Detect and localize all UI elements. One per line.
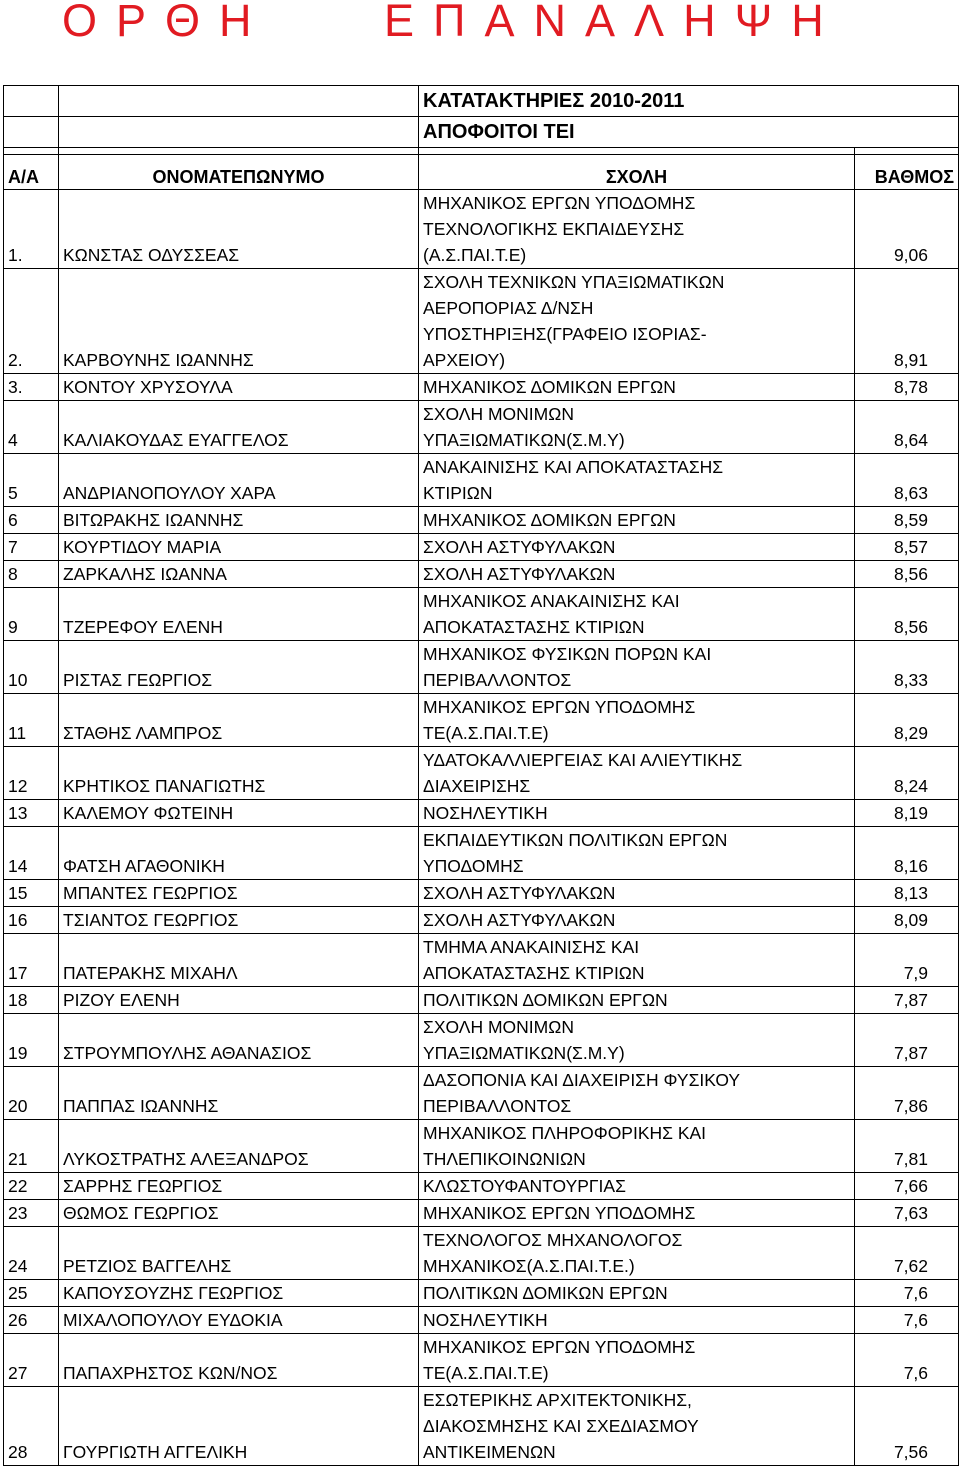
grade-value: 8,56 <box>855 561 959 588</box>
school-line: ΠΕΡΙΒΑΛΛΟΝΤΟΣ <box>423 670 572 690</box>
school-line: ΑΝΤΙΚΕΙΜΕΝΩΝ <box>423 1442 556 1462</box>
row-number: 8 <box>4 561 59 588</box>
school-line: ΣΧΟΛΗ ΑΣΤΥΦΥΛΑΚΩΝ <box>423 883 616 903</box>
row-number: 19 <box>4 1014 59 1067</box>
row-number: 15 <box>4 880 59 907</box>
student-name: ΠΑΤΕΡΑΚΗΣ ΜΙΧΑΗΛ <box>59 934 419 987</box>
row-number: 9 <box>4 588 59 641</box>
school-name <box>419 934 855 987</box>
grade-value: 8,24 <box>855 747 959 800</box>
school-name <box>419 800 855 827</box>
table-row <box>4 1387 959 1466</box>
row-number: 25 <box>4 1280 59 1307</box>
grade-value: 8,29 <box>855 694 959 747</box>
row-number: 10 <box>4 641 59 694</box>
grade-value: 8,63 <box>855 454 959 507</box>
row-number: 2. <box>4 269 59 374</box>
student-name: ΠΑΠΑΧΡΗΣΤΟΣ ΚΩΝ/ΝΟΣ <box>59 1334 419 1387</box>
page-banner <box>62 0 960 50</box>
student-name: ΚΑΡΒΟΥΝΗΣ ΙΩΑΝΝΗΣ <box>59 269 419 374</box>
table-row <box>4 1014 959 1067</box>
grade-value: 8,64 <box>855 401 959 454</box>
student-name: ΣΤΡΟΥΜΠΟΥΛΗΣ ΑΘΑΝΑΣΙΟΣ <box>59 1014 419 1067</box>
results-table <box>3 85 959 1466</box>
school-line: ΔΑΣΟΠΟΝΙΑ ΚΑΙ ΔΙΑΧΕΙΡΙΣΗ ΦΥΣΙΚΟΥ <box>423 1070 741 1090</box>
school-line: ΚΛΩΣΤΟΥΦΑΝΤΟΥΡΓΙΑΣ <box>423 1176 626 1196</box>
school-line: ΥΔΑΤΟΚΑΛΛΙΕΡΓΕΙΑΣ ΚΑΙ ΑΛΙΕΥΤΙΚΗΣ <box>423 750 743 770</box>
school-line: ΤΕ(Α.Σ.ΠΑΙ.Τ.Ε) <box>423 1363 549 1383</box>
table-row <box>4 694 959 747</box>
table-row <box>4 269 959 374</box>
school-name <box>419 694 855 747</box>
school-line: ΤΕ(Α.Σ.ΠΑΙ.Τ.Ε) <box>423 723 549 743</box>
row-number: 26 <box>4 1307 59 1334</box>
grade-value: 7,66 <box>855 1173 959 1200</box>
school-line: ΣΧΟΛΗ ΑΣΤΥΦΥΛΑΚΩΝ <box>423 564 616 584</box>
row-number: 27 <box>4 1334 59 1387</box>
school-line: ΜΗΧΑΝΙΚΟΣ ΔΟΜΙΚΩΝ ΕΡΓΩΝ <box>423 377 676 397</box>
grade-value: 7,6 <box>855 1280 959 1307</box>
student-name: ΜΠΑΝΤΕΣ ΓΕΩΡΓΙΟΣ <box>59 880 419 907</box>
school-name <box>419 507 855 534</box>
school-name <box>419 1067 855 1120</box>
school-name <box>419 747 855 800</box>
school-line: ΜΗΧΑΝΙΚΟΣ ΕΡΓΩΝ ΥΠΟΔΟΜΗΣ <box>423 1203 696 1223</box>
school-line: ΣΧΟΛΗ ΑΣΤΥΦΥΛΑΚΩΝ <box>423 910 616 930</box>
row-number: 14 <box>4 827 59 880</box>
student-name: ΠΑΠΠΑΣ ΙΩΑΝΝΗΣ <box>59 1067 419 1120</box>
grade-value: 9,06 <box>855 190 959 269</box>
school-name <box>419 1014 855 1067</box>
school-line: ΤΕΧΝΟΛΟΓΟΣ ΜΗΧΑΝΟΛΟΓΟΣ <box>423 1230 683 1250</box>
school-name <box>419 1227 855 1280</box>
grade-value: 7,6 <box>855 1307 959 1334</box>
grade-value: 8,19 <box>855 800 959 827</box>
school-name <box>419 641 855 694</box>
school-line: ΑΝΑΚΑΙΝΙΣΗΣ ΚΑΙ ΑΠΟΚΑΤΑΣΤΑΣΗΣ <box>423 457 724 477</box>
row-number: 1. <box>4 190 59 269</box>
school-line: ΕΣΩΤΕΡΙΚΗΣ ΑΡΧΙΤΕΚΤΟΝΙΚΗΣ, <box>423 1390 692 1410</box>
row-number: 22 <box>4 1173 59 1200</box>
grade-value: 7,63 <box>855 1200 959 1227</box>
grade-value: 8,59 <box>855 507 959 534</box>
student-name: ΛΥΚΟΣΤΡΑΤΗΣ ΑΛΕΞΑΝΔΡΟΣ <box>59 1120 419 1173</box>
student-name: ΣΤΑΘΗΣ ΛΑΜΠΡΟΣ <box>59 694 419 747</box>
row-number: 17 <box>4 934 59 987</box>
school-line: ΜΗΧΑΝΙΚΟΣ ΕΡΓΩΝ ΥΠΟΔΟΜΗΣ <box>423 193 696 213</box>
student-name: ΑΝΔΡΙΑΝΟΠΟΥΛΟΥ ΧΑΡΑ <box>59 454 419 507</box>
row-number: 16 <box>4 907 59 934</box>
school-line: ΑΠΟΚΑΤΑΣΤΑΣΗΣ ΚΤΙΡΙΩΝ <box>423 963 645 983</box>
table-row <box>4 401 959 454</box>
table-row <box>4 987 959 1014</box>
grade-value: 8,57 <box>855 534 959 561</box>
school-line: ΚΤΙΡΙΩΝ <box>423 483 493 503</box>
school-name <box>419 907 855 934</box>
school-line: ΤΗΛΕΠΙΚΟΙΝΩΝΙΩΝ <box>423 1149 586 1169</box>
student-name: ΚΑΛΕΜΟΥ ΦΩΤΕΙΝΗ <box>59 800 419 827</box>
grade-value: 7,81 <box>855 1120 959 1173</box>
school-name <box>419 588 855 641</box>
school-line: ΠΕΡΙΒΑΛΛΟΝΤΟΣ <box>423 1096 572 1116</box>
header-num: Α/Α <box>4 155 59 190</box>
school-line: ΜΗΧΑΝΙΚΟΣ ΔΟΜΙΚΩΝ ΕΡΓΩΝ <box>423 510 676 530</box>
school-name <box>419 827 855 880</box>
student-name: ΚΑΛΙΑΚΟΥΔΑΣ ΕΥΑΓΓΕΛΟΣ <box>59 401 419 454</box>
school-line: ΜΗΧΑΝΙΚΟΣ ΑΝΑΚΑΙΝΙΣΗΣ ΚΑΙ <box>423 591 680 611</box>
school-name <box>419 1280 855 1307</box>
school-line: ΠΟΛΙΤΙΚΩΝ ΔΟΜΙΚΩΝ ΕΡΓΩΝ <box>423 1283 668 1303</box>
grade-value: 8,91 <box>855 269 959 374</box>
grade-value: 7,86 <box>855 1067 959 1120</box>
grade-value: 7,87 <box>855 1014 959 1067</box>
grade-value: 8,78 <box>855 374 959 401</box>
school-name <box>419 880 855 907</box>
banner-correct: ΟΡΘΗ <box>62 0 271 46</box>
grade-value: 7,56 <box>855 1387 959 1466</box>
table-row <box>4 907 959 934</box>
student-name: ΡΙΖΟΥ ΕΛΕΝΗ <box>59 987 419 1014</box>
school-name <box>419 454 855 507</box>
grade-value: 8,13 <box>855 880 959 907</box>
school-line: ΥΠΟΣΤΗΡΙΞΗΣ(ΓΡΑΦΕΙΟ ΙΣΟΡΙΑΣ- <box>423 324 707 344</box>
table-row <box>4 1200 959 1227</box>
school-line: ΑΠΟΚΑΤΑΣΤΑΣΗΣ ΚΤΙΡΙΩΝ <box>423 617 645 637</box>
table-row <box>4 827 959 880</box>
school-line: ΝΟΣΗΛΕΥΤΙΚΗ <box>423 1310 548 1330</box>
student-name: ΡΕΤΖΙΟΣ ΒΑΓΓΕΛΗΣ <box>59 1227 419 1280</box>
student-name: ΜΙΧΑΛΟΠΟΥΛΟΥ ΕΥΔΟΚΙΑ <box>59 1307 419 1334</box>
school-line: ΕΚΠΑΙΔΕΥΤΙΚΩΝ ΠΟΛΙΤΙΚΩΝ ΕΡΓΩΝ <box>423 830 728 850</box>
student-name: ΤΣΙΑΝΤΟΣ ΓΕΩΡΓΙΟΣ <box>59 907 419 934</box>
student-name: ΚΩΝΣΤΑΣ ΟΔΥΣΣΕΑΣ <box>59 190 419 269</box>
school-line: ΜΗΧΑΝΙΚΟΣ(Α.Σ.ΠΑΙ.Τ.Ε.) <box>423 1256 635 1276</box>
school-line: ΥΠΑΞΙΩΜΑΤΙΚΩΝ(Σ.Μ.Υ) <box>423 430 625 450</box>
school-name <box>419 1173 855 1200</box>
row-number: 5 <box>4 454 59 507</box>
table-row <box>4 880 959 907</box>
table-row <box>4 190 959 269</box>
school-line: ΜΗΧΑΝΙΚΟΣ ΕΡΓΩΝ ΥΠΟΔΟΜΗΣ <box>423 697 696 717</box>
header-grade: ΒΑΘΜΟΣ <box>855 155 959 190</box>
school-line: ΣΧΟΛΗ ΜΟΝΙΜΩΝ <box>423 1017 574 1037</box>
title-row-2 <box>4 117 959 148</box>
grade-value: 8,56 <box>855 588 959 641</box>
school-name <box>419 374 855 401</box>
school-name <box>419 190 855 269</box>
table-row <box>4 1173 959 1200</box>
school-name <box>419 1200 855 1227</box>
title-row-1 <box>4 86 959 117</box>
student-name: ΤΖΕΡΕΦΟΥ ΕΛΕΝΗ <box>59 588 419 641</box>
row-number: 7 <box>4 534 59 561</box>
table-row <box>4 534 959 561</box>
student-name: ΚΟΝΤΟΥ ΧΡΥΣΟΥΛΑ <box>59 374 419 401</box>
grade-value: 7,62 <box>855 1227 959 1280</box>
school-name <box>419 401 855 454</box>
school-line: ΣΧΟΛΗ ΑΣΤΥΦΥΛΑΚΩΝ <box>423 537 616 557</box>
school-line: ΔΙΑΚΟΣΜΗΣΗΣ ΚΑΙ ΣΧΕΔΙΑΣΜΟΥ <box>423 1416 699 1436</box>
table-row <box>4 561 959 588</box>
grade-value: 8,09 <box>855 907 959 934</box>
row-number: 28 <box>4 1387 59 1466</box>
school-line: ΥΠΟΔΟΜΗΣ <box>423 856 524 876</box>
row-number: 24 <box>4 1227 59 1280</box>
school-line: ΣΧΟΛΗ ΜΟΝΙΜΩΝ <box>423 404 574 424</box>
student-name: ΒΙΤΩΡΑΚΗΣ ΙΩΑΝΝΗΣ <box>59 507 419 534</box>
row-number: 11 <box>4 694 59 747</box>
school-line: ΤΕΧΝΟΛΟΓΙΚΗΣ ΕΚΠΑΙΔΕΥΣΗΣ <box>423 219 685 239</box>
school-name <box>419 561 855 588</box>
row-number: 4 <box>4 401 59 454</box>
table-row <box>4 1334 959 1387</box>
school-line: ΤΜΗΜΑ ΑΝΑΚΑΙΝΙΣΗΣ ΚΑΙ <box>423 937 640 957</box>
row-number: 18 <box>4 987 59 1014</box>
table-subtitle: ΑΠΟΦΟΙΤΟΙ ΤΕΙ <box>419 117 959 148</box>
table-row <box>4 800 959 827</box>
school-name <box>419 1387 855 1466</box>
student-name: ΡΙΣΤΑΣ ΓΕΩΡΓΙΟΣ <box>59 641 419 694</box>
school-line: ΔΙΑΧΕΙΡΙΣΗΣ <box>423 776 531 796</box>
school-name <box>419 534 855 561</box>
header-school: ΣΧΟΛΗ <box>419 155 855 190</box>
row-number: 20 <box>4 1067 59 1120</box>
school-line: ΜΗΧΑΝΙΚΟΣ ΦΥΣΙΚΩΝ ΠΟΡΩΝ ΚΑΙ <box>423 644 712 664</box>
row-number: 12 <box>4 747 59 800</box>
table-row <box>4 747 959 800</box>
table-row <box>4 934 959 987</box>
school-line: ΥΠΑΞΙΩΜΑΤΙΚΩΝ(Σ.Μ.Υ) <box>423 1043 625 1063</box>
student-name: ΣΑΡΡΗΣ ΓΕΩΡΓΙΟΣ <box>59 1173 419 1200</box>
student-name: ΦΑΤΣΗ ΑΓΑΘΟΝΙΚΗ <box>59 827 419 880</box>
student-name: ΚΡΗΤΙΚΟΣ ΠΑΝΑΓΙΩΤΗΣ <box>59 747 419 800</box>
school-name <box>419 1120 855 1173</box>
student-name: ΚΑΠΟΥΣΟΥΖΗΣ ΓΕΩΡΓΙΟΣ <box>59 1280 419 1307</box>
table-row <box>4 1280 959 1307</box>
table-row <box>4 374 959 401</box>
table-row <box>4 507 959 534</box>
school-line: ΣΧΟΛΗ ΤΕΧΝΙΚΩΝ ΥΠΑΞΙΩΜΑΤΙΚΩΝ <box>423 272 725 292</box>
header-name: ΟΝΟΜΑΤΕΠΩΝΥΜΟ <box>59 155 419 190</box>
school-line: ΑΡΧΕΙΟΥ) <box>423 350 506 370</box>
banner-repeat: ΕΠΑΝΑΛΗΨΗ <box>384 0 843 46</box>
school-line: (Α.Σ.ΠΑΙ.Τ.Ε) <box>423 245 527 265</box>
school-line: ΑΕΡΟΠΟΡΙΑΣ Δ/ΝΣΗ <box>423 298 594 318</box>
school-name <box>419 987 855 1014</box>
row-number: 13 <box>4 800 59 827</box>
table-title: ΚΑΤΑΤΑΚΤΗΡΙΕΣ 2010-2011 <box>419 86 959 117</box>
row-number: 23 <box>4 1200 59 1227</box>
grade-value: 7,6 <box>855 1334 959 1387</box>
grade-value: 8,16 <box>855 827 959 880</box>
spacer-row <box>4 148 959 155</box>
school-line: ΝΟΣΗΛΕΥΤΙΚΗ <box>423 803 548 823</box>
school-name <box>419 269 855 374</box>
student-name: ΖΑΡΚΑΛΗΣ ΙΩΑΝΝΑ <box>59 561 419 588</box>
student-name: ΚΟΥΡΤΙΔΟΥ ΜΑΡΙΑ <box>59 534 419 561</box>
school-name <box>419 1334 855 1387</box>
school-name <box>419 1307 855 1334</box>
table-row <box>4 641 959 694</box>
table-row <box>4 1307 959 1334</box>
school-line: ΜΗΧΑΝΙΚΟΣ ΠΛΗΡΟΦΟΡΙΚΗΣ ΚΑΙ <box>423 1123 707 1143</box>
table-row <box>4 1227 959 1280</box>
table-row <box>4 1120 959 1173</box>
row-number: 6 <box>4 507 59 534</box>
table-row <box>4 1067 959 1120</box>
table-row <box>4 454 959 507</box>
header-row <box>4 155 959 190</box>
student-name: ΘΩΜΟΣ ΓΕΩΡΓΙΟΣ <box>59 1200 419 1227</box>
grade-value: 8,33 <box>855 641 959 694</box>
school-line: ΜΗΧΑΝΙΚΟΣ ΕΡΓΩΝ ΥΠΟΔΟΜΗΣ <box>423 1337 696 1357</box>
school-line: ΠΟΛΙΤΙΚΩΝ ΔΟΜΙΚΩΝ ΕΡΓΩΝ <box>423 990 668 1010</box>
student-name: ΓΟΥΡΓΙΩΤΗ ΑΓΓΕΛΙΚΗ <box>59 1387 419 1466</box>
row-number: 21 <box>4 1120 59 1173</box>
grade-value: 7,87 <box>855 987 959 1014</box>
table-row <box>4 588 959 641</box>
row-number: 3. <box>4 374 59 401</box>
grade-value: 7,9 <box>855 934 959 987</box>
